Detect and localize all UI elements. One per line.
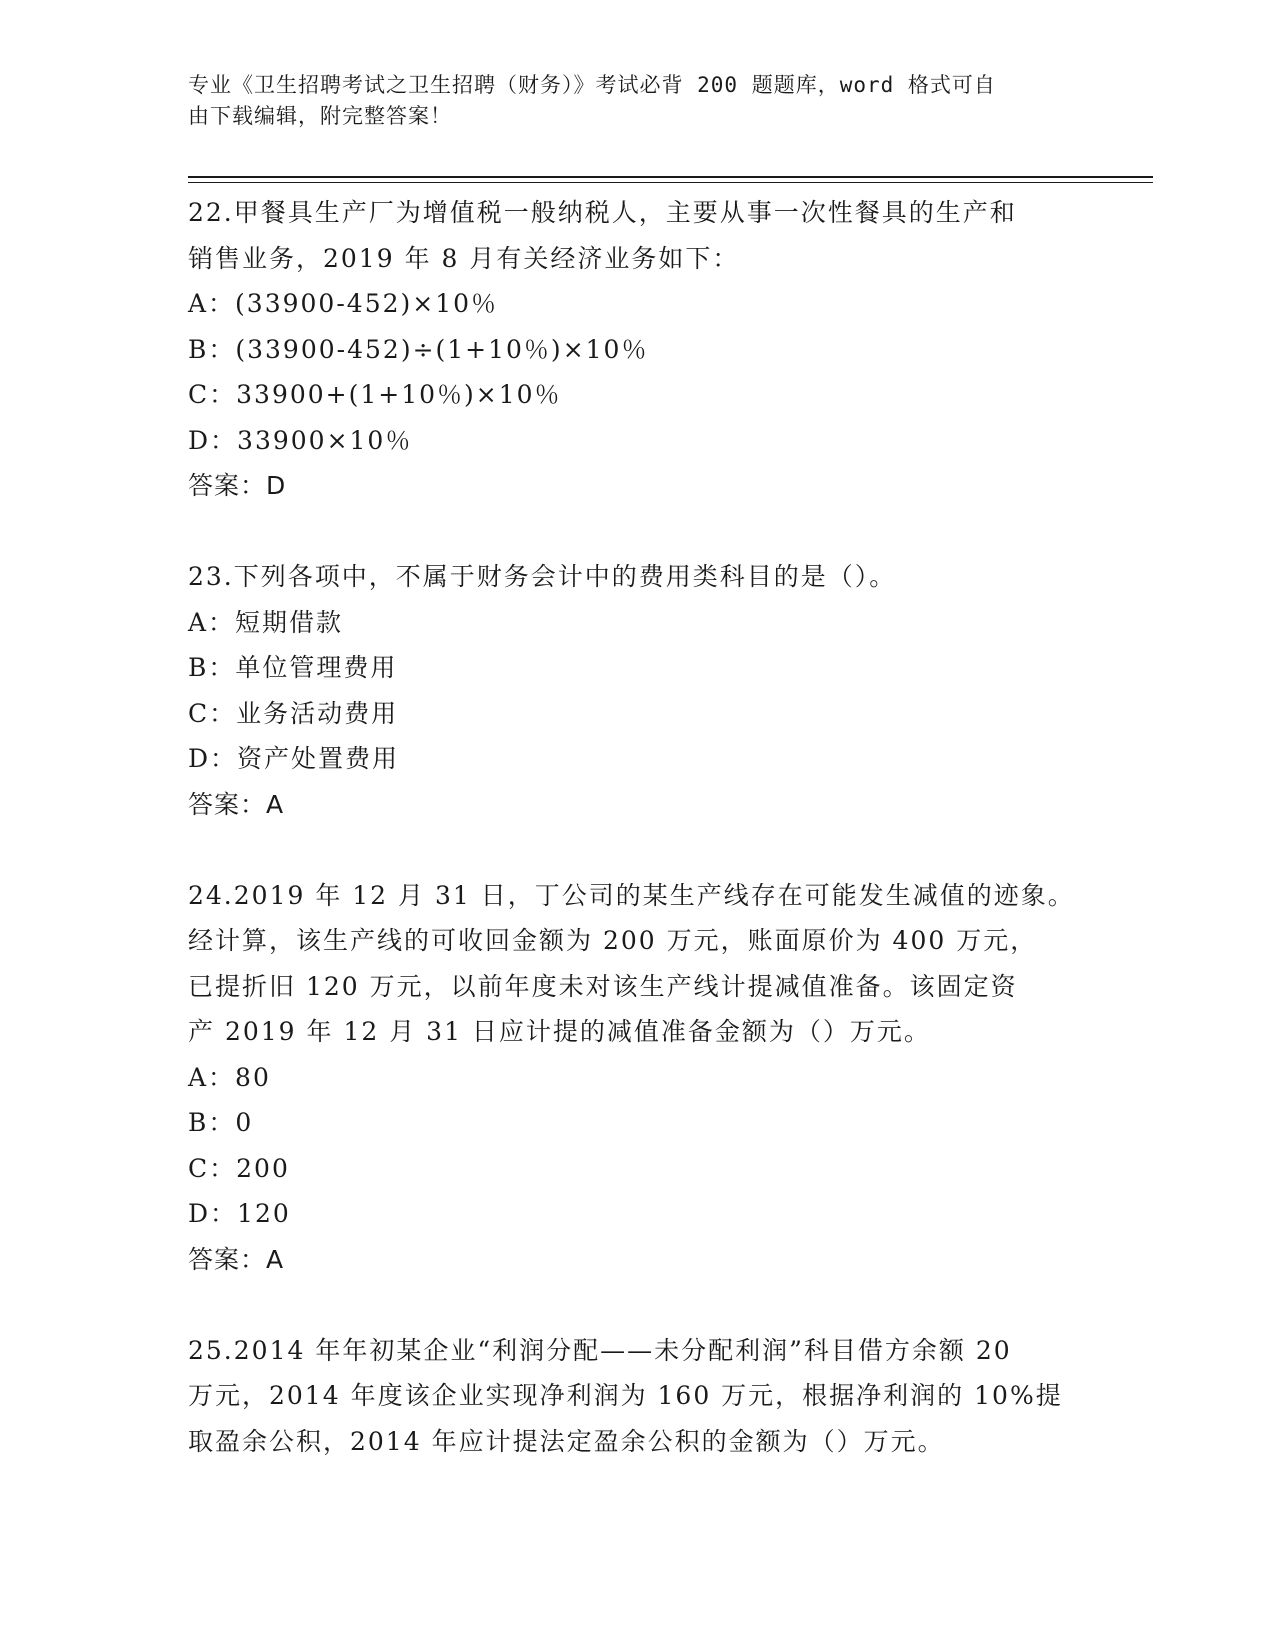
question-list xyxy=(188,190,1088,1464)
question-23 xyxy=(188,554,1088,827)
question-spacer xyxy=(188,827,1088,873)
option-d: D：资产处置费用 xyxy=(188,744,400,773)
option-a: A：80 xyxy=(188,1062,271,1092)
option-a: A：短期借款 xyxy=(188,607,344,637)
question-stem-line: 已提折旧 120 万元，以前年度未对该生产线计提减值准备。该固定资 xyxy=(188,971,1018,1001)
question-stem-line: 22.甲餐具生产厂为增值税一般纳税人，主要从事一次性餐具的生产和 xyxy=(188,198,1017,227)
question-stem-line: 万元，2014 年度该企业实现净利润为 160 万元，根据净利润的 10%提 xyxy=(188,1381,1063,1410)
header-divider-thick xyxy=(188,176,1153,178)
question-stem-line: 24.2019 年 12 月 31 日，丁公司的某生产线存在可能发生减值的迹象。 xyxy=(188,880,1075,910)
option-d: D：120 xyxy=(188,1199,291,1228)
option-c: C：33900+(1+10％)×10％ xyxy=(188,380,562,409)
option-b: B：(33900-452)÷(1+10％)×10％ xyxy=(188,334,649,364)
header-divider-thin xyxy=(188,182,1153,183)
question-stem-line: 产 2019 年 12 月 31 日应计提的减值准备金额为（）万元。 xyxy=(188,1017,931,1046)
question-spacer xyxy=(188,1282,1088,1328)
option-b: B：0 xyxy=(188,1108,254,1137)
header-line-2: 由下载编辑，附完整答案！ xyxy=(188,104,452,128)
header-line-1: 专业《卫生招聘考试之卫生招聘（财务）》考试必背 200 题题库，word 格式可自 xyxy=(188,73,996,97)
option-b: B：单位管理费用 xyxy=(188,653,398,682)
question-stem-line: 取盈余公积，2014 年应计提法定盈余公积的金额为（）万元。 xyxy=(188,1426,945,1456)
option-a: A：(33900-452)×10％ xyxy=(188,289,499,318)
option-d: D：33900×10％ xyxy=(188,425,413,455)
answer-label: 答案：A xyxy=(188,1244,285,1274)
question-stem-line: 经计算，该生产线的可收回金额为 200 万元，账面原价为 400 万元， xyxy=(188,926,1038,955)
question-stem-line: 25.2014 年年初某企业“利润分配——未分配利润”科目借方余额 20 xyxy=(188,1335,1012,1365)
answer-label: 答案：D xyxy=(188,471,287,500)
question-spacer xyxy=(188,509,1088,555)
option-c: C：业务活动费用 xyxy=(188,698,399,728)
question-stem-line: 销售业务，2019 年 8 月有关经济业务如下： xyxy=(188,243,740,273)
question-22 xyxy=(188,190,1088,509)
question-24 xyxy=(188,873,1088,1283)
document-header xyxy=(188,70,1068,132)
option-c: C：200 xyxy=(188,1153,290,1183)
answer-label: 答案：A xyxy=(188,789,285,819)
question-stem-line: 23.下列各项中，不属于财务会计中的费用类科目的是（）。 xyxy=(188,562,897,591)
question-25 xyxy=(188,1328,1088,1465)
